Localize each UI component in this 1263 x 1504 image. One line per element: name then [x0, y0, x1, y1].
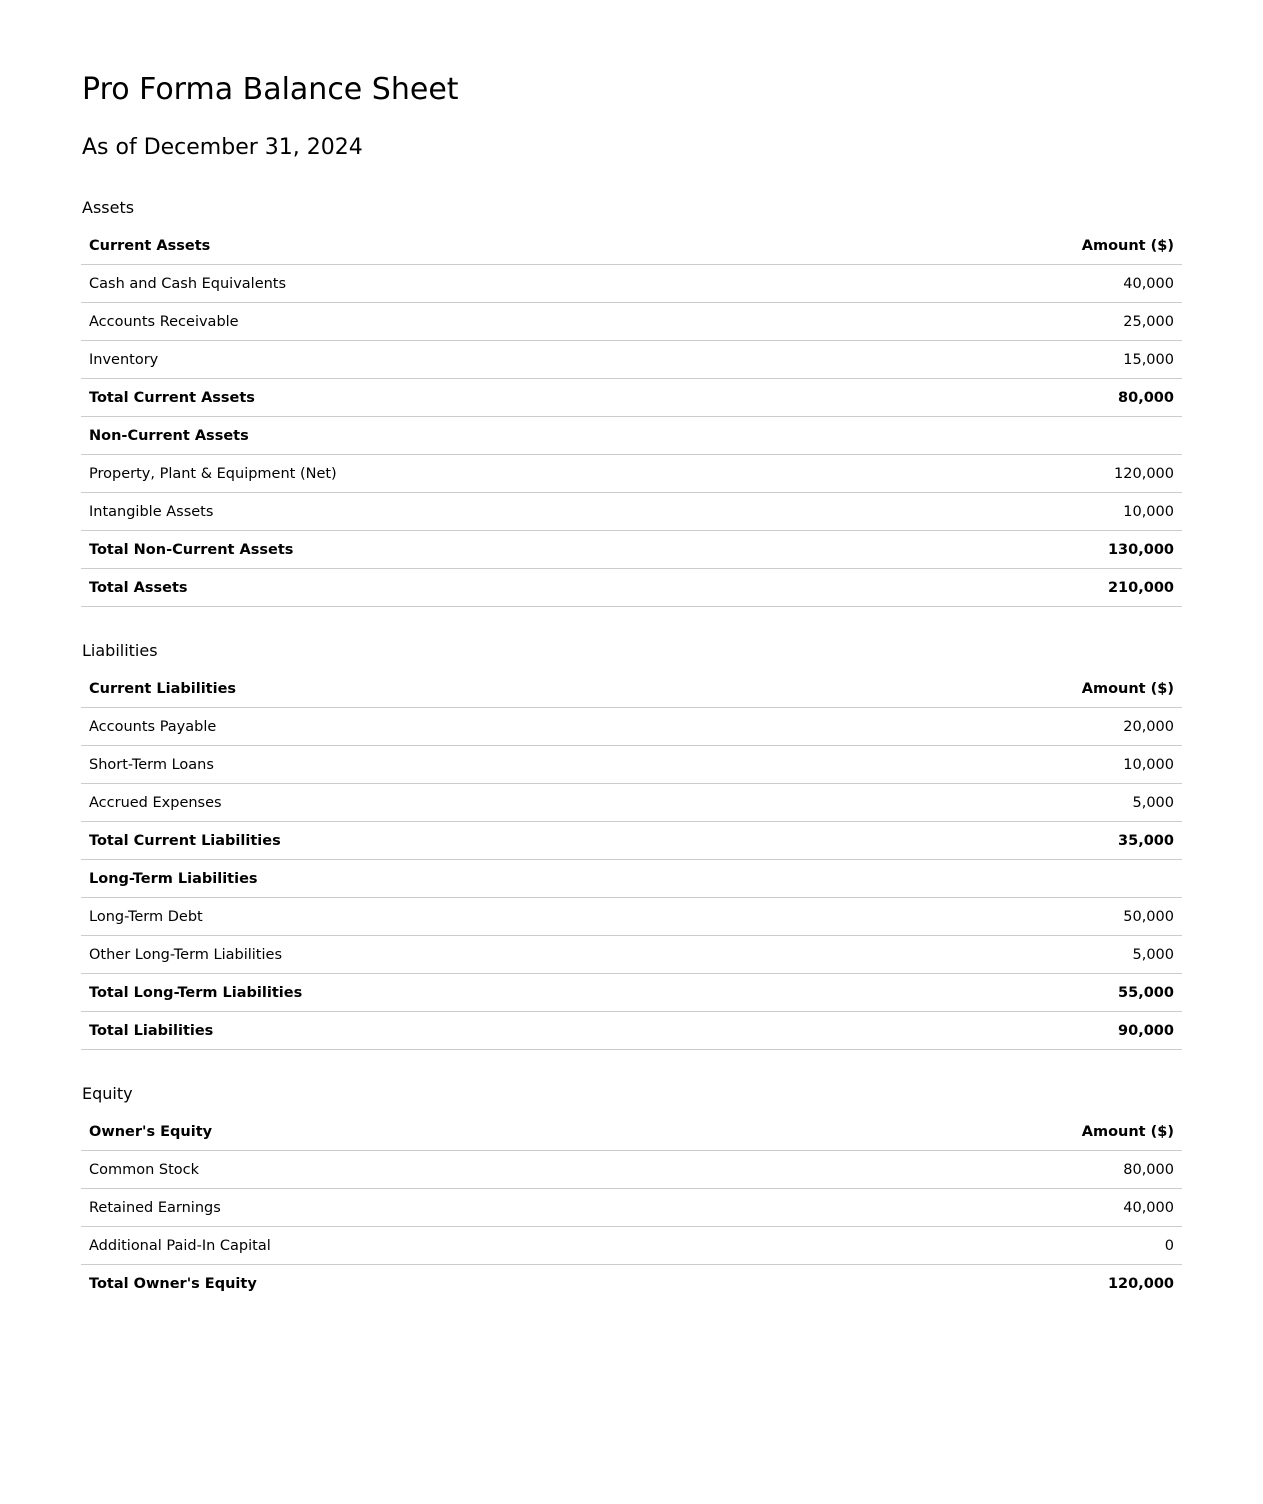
subtotal-row [81, 974, 1182, 1012]
section-table [81, 1113, 1182, 1302]
row-amount: Amount ($) [829, 670, 1182, 708]
row-label: Owner's Equity [81, 1113, 792, 1151]
header-row [81, 670, 1182, 708]
row-label: Common Stock [81, 1151, 792, 1189]
row-label: Intangible Assets [81, 493, 862, 531]
row-amount: 120,000 [862, 455, 1182, 493]
item-row [81, 341, 1182, 379]
row-amount [829, 860, 1182, 898]
row-amount: 130,000 [862, 531, 1182, 569]
item-row [81, 303, 1182, 341]
item-row [81, 265, 1182, 303]
row-label: Accounts Payable [81, 708, 829, 746]
row-label: Non-Current Assets [81, 417, 862, 455]
row-label: Total Non-Current Assets [81, 531, 862, 569]
item-row [81, 493, 1182, 531]
row-label: Property, Plant & Equipment (Net) [81, 455, 862, 493]
row-amount: 90,000 [829, 1012, 1182, 1050]
item-row [81, 1151, 1182, 1189]
row-label: Total Current Liabilities [81, 822, 829, 860]
item-row [81, 1227, 1182, 1265]
row-amount: Amount ($) [862, 227, 1182, 265]
section-heading: Equity [82, 1084, 133, 1103]
row-label: Current Assets [81, 227, 862, 265]
row-label: Accrued Expenses [81, 784, 829, 822]
item-row [81, 936, 1182, 974]
row-amount [862, 417, 1182, 455]
item-row [81, 746, 1182, 784]
subtotal-row [81, 822, 1182, 860]
item-row [81, 784, 1182, 822]
row-amount: 10,000 [829, 746, 1182, 784]
page-title: Pro Forma Balance Sheet [82, 72, 459, 107]
row-label: Long-Term Liabilities [81, 860, 829, 898]
row-label: Inventory [81, 341, 862, 379]
row-amount: 80,000 [862, 379, 1182, 417]
row-amount: 210,000 [862, 569, 1182, 607]
row-amount: 80,000 [792, 1151, 1182, 1189]
row-amount: 5,000 [829, 936, 1182, 974]
row-amount: 35,000 [829, 822, 1182, 860]
row-amount: 20,000 [829, 708, 1182, 746]
row-amount: 55,000 [829, 974, 1182, 1012]
row-amount: 5,000 [829, 784, 1182, 822]
row-label: Retained Earnings [81, 1189, 792, 1227]
row-amount: 25,000 [862, 303, 1182, 341]
item-row [81, 708, 1182, 746]
row-amount: 120,000 [1107, 1275, 1174, 1292]
section-table [81, 227, 1182, 607]
total-row [81, 1012, 1182, 1050]
subheader-row [81, 417, 1182, 455]
total-row [81, 569, 1182, 607]
row-label: Other Long-Term Liabilities [81, 936, 829, 974]
row-label: Current Liabilities [81, 670, 829, 708]
row-label: Accounts Receivable [81, 303, 862, 341]
row-label: Total Current Assets [81, 379, 862, 417]
page-subtitle: As of December 31, 2024 [82, 135, 363, 160]
row-label: Total Long-Term Liabilities [81, 974, 829, 1012]
subheader-row [81, 860, 1182, 898]
item-row [81, 1189, 1182, 1227]
row-label: Additional Paid-In Capital [81, 1227, 792, 1265]
total-row [81, 1265, 1182, 1303]
row-amount: 40,000 [792, 1189, 1182, 1227]
row-label: Short-Term Loans [81, 746, 829, 784]
row-label: Cash and Cash Equivalents [81, 265, 862, 303]
row-amount: 10,000 [862, 493, 1182, 531]
row-amount: 15,000 [862, 341, 1182, 379]
row-amount: 0 [792, 1227, 1182, 1265]
header-row [81, 227, 1182, 265]
item-row [81, 898, 1182, 936]
header-row [81, 1113, 1182, 1151]
item-row [81, 455, 1182, 493]
row-label: Total Owner's Equity [89, 1275, 257, 1292]
section-assets [81, 198, 1182, 607]
section-equity [81, 1084, 1182, 1302]
row-amount: 50,000 [829, 898, 1182, 936]
row-label: Total Liabilities [81, 1012, 829, 1050]
row-amount: Amount ($) [792, 1113, 1182, 1151]
section-liabilities [81, 641, 1182, 1050]
section-table [81, 670, 1182, 1050]
row-label: Total Assets [81, 569, 862, 607]
row-amount: 40,000 [862, 265, 1182, 303]
subtotal-row [81, 379, 1182, 417]
row-label: Long-Term Debt [81, 898, 829, 936]
subtotal-row [81, 531, 1182, 569]
section-heading: Liabilities [82, 641, 158, 660]
section-heading: Assets [82, 198, 135, 217]
